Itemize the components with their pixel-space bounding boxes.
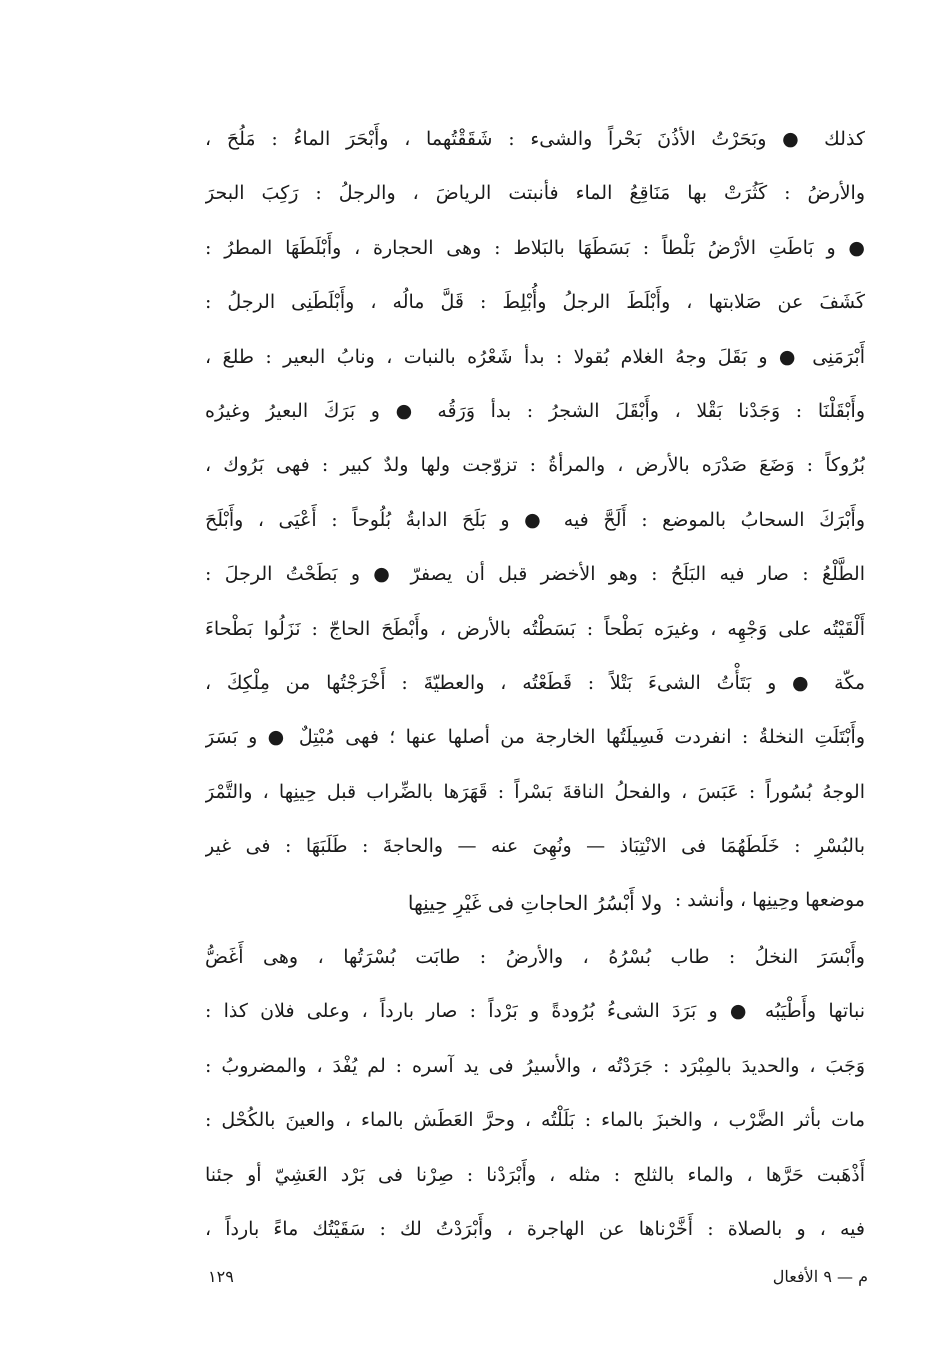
- text-line: أَذْهَبت حَرَّها ، والماء بالثلج : مثله ، وأَبْرَدْنا : صِرْنا فى بَرْد العَشِيّ أو جئنا: [205, 1163, 865, 1186]
- text-line: مات بأثر الضَّرْب ، والخبزَ بالماء : بَلَلْتُه ، وحرَّ العَطَش بالماء ، والعينَ بالكُحْل :: [205, 1109, 865, 1132]
- text-line: الطَّلْعُ : صار فيه البَلَحُ : وهو الأخضر قبل أن يصفرّ ● و بَطَحْتُ الرجلَ :: [205, 563, 865, 586]
- verse-line: ولا أَبْسُرُ الحاجاتِ فى غَيْرِ حِينِها: [407, 891, 663, 915]
- text-line: الوجهُ بُسُوراً : عَبَسَ ، والفحلُ الناقةَ بَسْراً : قَهَرَها بالضِّراب قبل حِينِها ، والتَّمْرَ: [205, 780, 865, 803]
- text-line: وأَبْقَلْنَا : وَجَدْنا بَقْلا ، وأَبْقَلَ الشجرُ : بدأ وَرَقُه ● و بَرَكَ البعيرُ وغيرُه: [205, 399, 865, 422]
- text-line: وأَبْسَرَ النخلُ : طاب بُسْرُهُ ، والأرضُ : طابَت بُسْرَتُها ، وهى أَغَضُّ: [205, 946, 865, 968]
- text-line: ● و بَاطَتِ الأرْضُ بَلْطاً : بَسَطَهَا بالبَلاط : وهى الحجارة ، وأَبْلَطَهَا المطرُ :: [205, 236, 865, 259]
- text-line: وأَبْرَكَ السحابُ بالموضع : أَلَحَّ فيه ● و بَلَحَ الدابةُ بُلُوحاً : أَعْيَى ، وأَبْلَحَ: [205, 508, 865, 531]
- text-line: بُرُوكاً : وَضَعَ صَدْرَه بالأرض ، والمرأةُ : تزوّجت ولها ولدٌ كبير : فهى بَرُوك ،: [205, 454, 865, 477]
- text-line: أَلْقَيْتُه على وَجْهِه ، وغيرَه بَطْحاً : بَسَطْتُه بالأرض ، وأَبْطَحَ الحاجّ : نَزَلُوا بَطْحاءَ: [205, 617, 865, 640]
- text-line: كَشَفَ عن صَلابتها ، وأَبْلَطَ الرجلُ وأُبْلِطَ : قَلَّ مالُه ، وأَبْلَطَنِى الرجلُ :: [205, 291, 865, 314]
- paragraph-2: [205, 930, 865, 1256]
- text-line: وأَبْتَلَتِ النخلةُ : انفردت فَسِيلَتُها الخارجة من أصلها عنها ؛ فهى مُبْتِلٌ ● و بَسَرَ: [205, 726, 865, 749]
- page-number: ١٢٩: [208, 1267, 234, 1286]
- text-line: كذلك ● وبَحَرْتُ الأذُنَ بَحْراً والشىء : شَقَقْتُهما ، وأَبْحَرَ الماءُ : مَلُحَ ،: [205, 128, 865, 150]
- text-line: موضعها وحِينِها ، وأنشد :: [674, 889, 865, 912]
- text-line: مكّة ● و بَتَأْتُ الشىءَ بَتْلاً : قَطَعْتُه ، والعطيّةَ : أَخْرَجْتُها من مِلْكِكَ ،: [205, 671, 865, 694]
- text-line: بالبُسْرِ : خَلَطَهُمَا فى الانْتِبَاذ — ونُهِىَ عنه — والحاجةَ : طَلَبَهَا : فى غير: [205, 835, 865, 858]
- text-line: فيه ، و بالصلاة : أَخَّرْناها عن الهاجرة ، وأَبْرَدْتُ لك : سَقَيْتُك ماءً بارداً ،: [205, 1217, 865, 1240]
- text-line: وَجَبَ ، والحديدَ بالمِبْرَد : جَرَدْتُه ، والأسيرُ فى يد آسره : لم يُفْدَ ، والمضروبُ :: [205, 1054, 865, 1077]
- text-line: أَبْرَمَنِى ● و بَقَلَ وجهُ الغلام بُقولا : بدأ شَعْرُه بالنبات ، ونابُ البعير : طلعَ ،: [205, 345, 865, 368]
- text-line: والأرضُ : كَثُرَتْ بها مَنَاقِعُ الماء فأنبتت الرياضَ ، والرجلُ : رَكِبَ البحرَ: [205, 182, 865, 205]
- text-line: نباتها وأَطْيَبُه ● و بَرَدَ الشىءُ بُرُودةً و بَرْداً : صار بارداً ، وعلى فلان كذا :: [205, 1000, 865, 1023]
- paragraph-1: [205, 112, 865, 928]
- footer-signature: م — ٩ الأفعال: [772, 1267, 868, 1286]
